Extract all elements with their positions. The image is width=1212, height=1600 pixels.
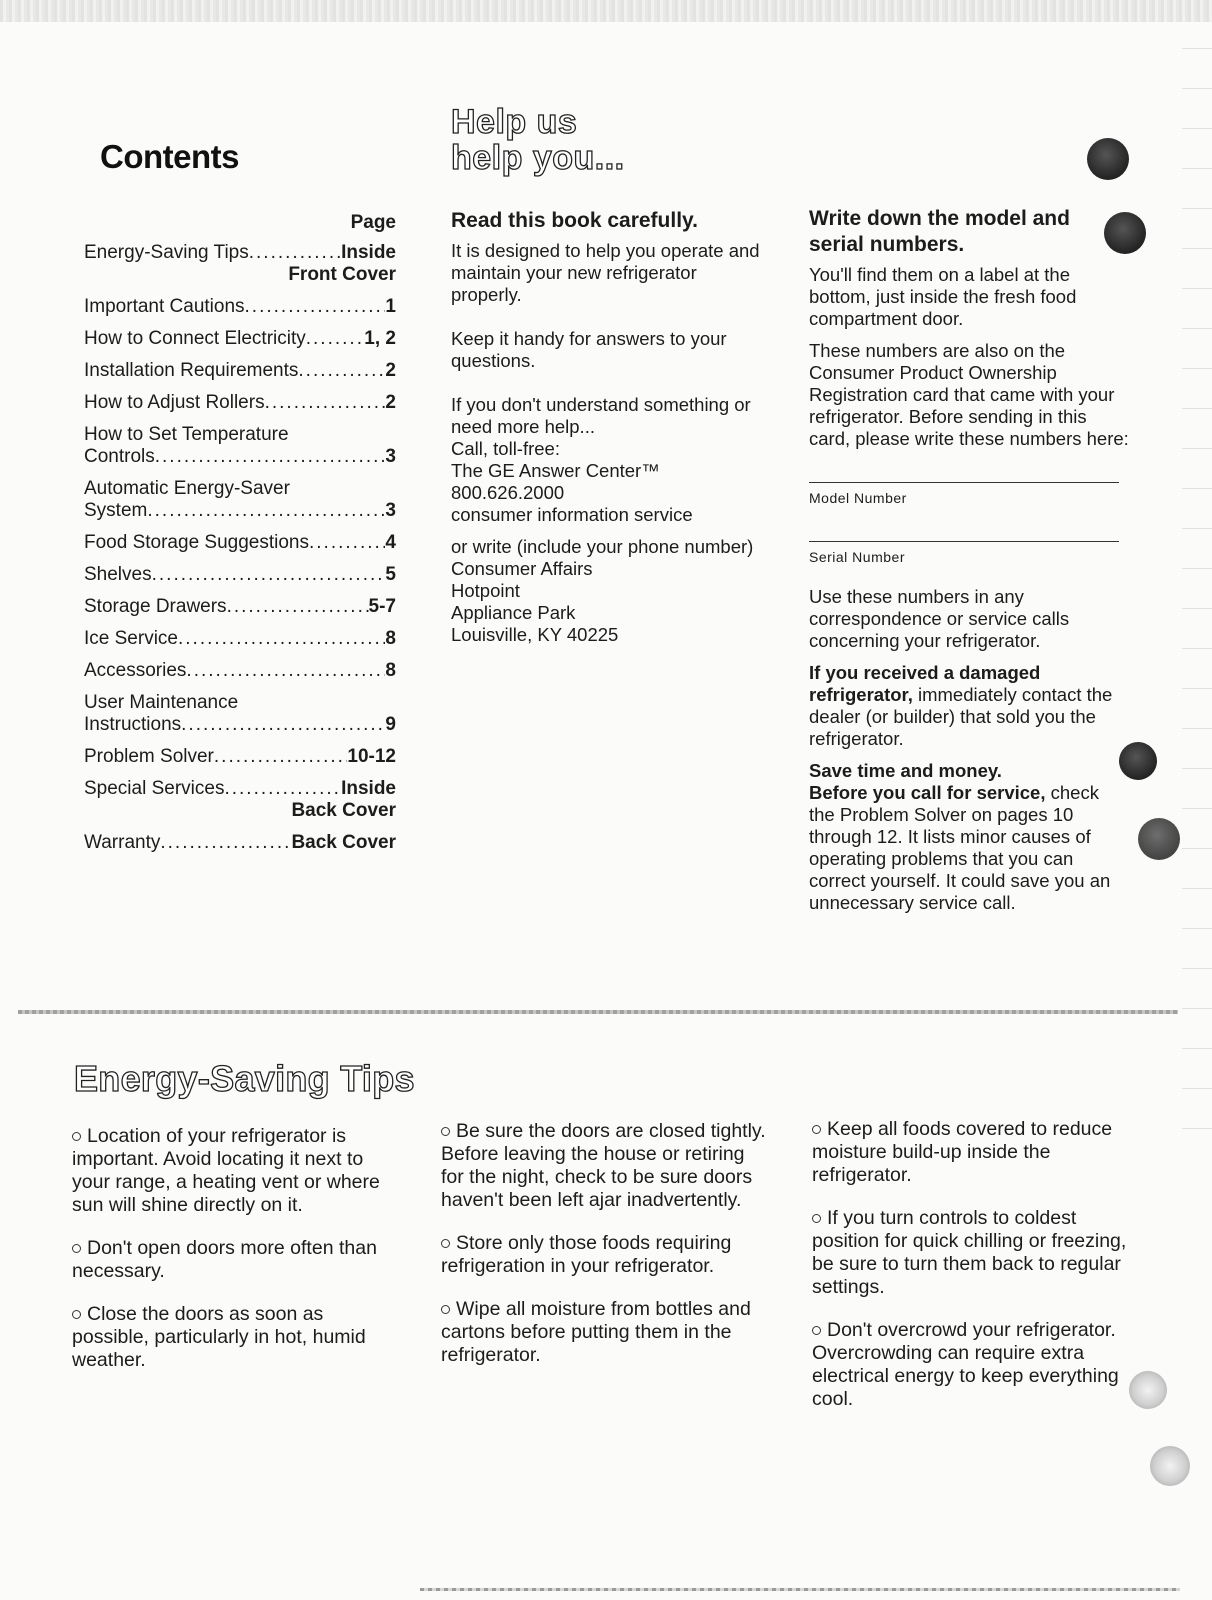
bullet-icon	[441, 1239, 450, 1248]
list-item: Close the doors as soon as possible, particularly in hot, humid weather.	[72, 1303, 366, 1371]
serial-number-field[interactable]: Serial Number	[809, 541, 1119, 568]
toc-item-important-cautions[interactable]: Important Cautions ..... 1	[84, 296, 396, 318]
bullet-icon	[441, 1127, 450, 1136]
bottom-rule	[420, 1588, 1180, 1591]
address-line: Louisville, KY 40225	[451, 624, 619, 645]
use-text: Use these numbers in any correspondence or service calls concerning your refrigerator.	[809, 586, 1070, 651]
address-line: Appliance Park	[451, 602, 576, 623]
mail-block: or write (include your phone number) Consumer Affairs Hotpoint Appliance Park Louisville, KY 40225	[451, 536, 771, 646]
binder-hole-1	[1087, 138, 1129, 180]
list-item: If you turn controls to coldest position for quick chilling or freezing, be sure to turn them back to regular settings.	[812, 1207, 1127, 1298]
bullet-icon	[812, 1326, 821, 1335]
list-item: Store only those foods requiring refrigeration in your refrigerator.	[441, 1232, 732, 1277]
scan-edge-top	[0, 0, 1212, 22]
bullet-icon	[72, 1244, 81, 1253]
model-number-field[interactable]: Model Number	[809, 482, 1119, 509]
serial-column	[809, 206, 1129, 936]
address-line: Consumer Affairs	[451, 558, 593, 579]
registration-text: These numbers are also on the Consumer Product Ownership Registration card that came with your refrigerator. Before sending in this card, please write these numbers here:	[809, 340, 1129, 449]
bullet-icon	[812, 1125, 821, 1134]
list-item: Location of your refrigerator is important. Avoid locating it next to your range, a heating vent or where sun will shine directly on it.	[72, 1125, 380, 1216]
toc-item-warranty[interactable]: Warranty ..... Back Cover	[84, 832, 396, 854]
list-item: Keep all foods covered to reduce moisture build-up inside the refrigerator.	[812, 1118, 1113, 1186]
contents-title: Contents	[100, 138, 239, 175]
help-title: Help us help you...	[451, 103, 625, 177]
toc-item-problem-solver[interactable]: Problem Solver ..... 10-12	[84, 746, 396, 768]
toc-item-shelves[interactable]: Shelves ..... 5	[84, 564, 396, 586]
list-item: Don't open doors more often than necessary.	[72, 1237, 377, 1282]
bullet-icon	[812, 1214, 821, 1223]
toc-item-accessories[interactable]: Accessories ..... 8	[84, 660, 396, 682]
list-item: Be sure the doors are closed tightly. Before leaving the house or retiring for the night, check to be sure doors haven't been left ajar inadvertently.	[441, 1120, 766, 1211]
keep-text: Keep it handy for answers to your questions.	[451, 328, 727, 371]
save-block: Save time and money. Before you call for service, check the Problem Solver on pages 10 through 12. It lists minor causes of operating problems that you can correct yourself. It could save you an unnecessary service call.	[809, 760, 1111, 913]
bullet-icon	[441, 1305, 450, 1314]
toc-item-temperature-controls[interactable]: How to Set Temperature Controls ..... 3	[84, 424, 396, 468]
energy-tips-column-3	[812, 1118, 1142, 1431]
read-text: It is designed to help you operate and maintain your new refrigerator properly.	[451, 240, 760, 305]
address-line: Hotpoint	[451, 580, 520, 601]
toc-item-connect-electricity[interactable]: How to Connect Electricity ..... 1, 2	[84, 328, 396, 350]
scan-margin-marks	[1182, 30, 1212, 1130]
toc-item-energy-saving-tips[interactable]: Energy-Saving Tips ..... Inside Front Cover	[84, 242, 396, 286]
read-heading: Read this book carefully.	[451, 209, 699, 232]
binder-hole-6	[1150, 1446, 1190, 1486]
toc-item-installation-requirements[interactable]: Installation Requirements ..... 2	[84, 360, 396, 382]
serial-heading: Write down the model and serial numbers.	[809, 207, 1070, 256]
toc-page-label: Page	[350, 212, 396, 233]
list-item: Don't overcrowd your refrigerator. Overcrowding can require extra electrical energy to keep everything cool.	[812, 1319, 1119, 1410]
toc-item-user-maintenance[interactable]: User Maintenance Instructions ..... 9	[84, 692, 396, 736]
section-divider	[18, 1010, 1178, 1014]
toc-item-energy-saver-system[interactable]: Automatic Energy-Saver System ..... 3	[84, 478, 396, 522]
toc-item-food-storage[interactable]: Food Storage Suggestions ..... 4	[84, 532, 396, 554]
binder-hole-4	[1138, 818, 1180, 860]
toc-item-adjust-rollers[interactable]: How to Adjust Rollers ..... 2	[84, 392, 396, 414]
toc-item-ice-service[interactable]: Ice Service ..... 8	[84, 628, 396, 650]
toc-item-special-services[interactable]: Special Services ..... Inside Back Cover	[84, 778, 396, 822]
toc-item-storage-drawers[interactable]: Storage Drawers ..... 5-7	[84, 596, 396, 618]
bullet-icon	[72, 1132, 81, 1141]
phone-number[interactable]: 800.626.2000	[451, 482, 565, 503]
list-item: Wipe all moisture from bottles and cartons before putting them in the refrigerator.	[441, 1298, 751, 1366]
table-of-contents	[84, 212, 396, 864]
energy-tips-column-2	[441, 1120, 771, 1387]
bullet-icon	[72, 1310, 81, 1319]
energy-tips-title: Energy-Saving Tips	[74, 1058, 415, 1099]
find-text: You'll find them on a label at the bottom, just inside the fresh food compartment door.	[809, 264, 1077, 329]
contact-block: If you don't understand something or need more help... Call, toll-free: The GE Answer Center™ 800.626.2000 consumer information service	[451, 394, 771, 526]
energy-tips-column-1	[72, 1125, 402, 1392]
help-column	[451, 208, 771, 668]
damaged-text: If you received a damaged refrigerator, immediately contact the dealer (or builder) that sold you the refrigerator.	[809, 662, 1113, 749]
